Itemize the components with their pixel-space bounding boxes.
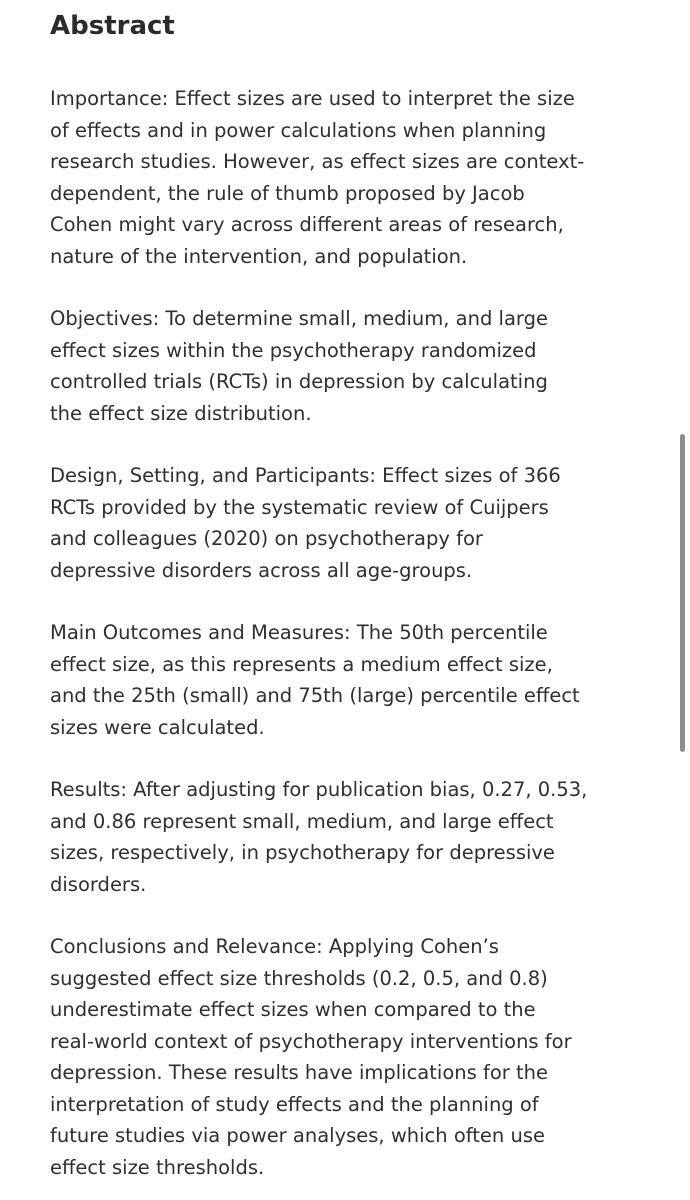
- importance-paragraph: [50, 83, 650, 272]
- text-line: disorders.: [50, 872, 147, 896]
- text-line: Importance: Effect sizes are used to interpret the size: [50, 87, 575, 110]
- text-line: Main Outcomes and Measures: The 50th percentile: [50, 621, 548, 644]
- objectives-paragraph: [50, 303, 650, 429]
- design-paragraph: [50, 460, 650, 586]
- text-line: underestimate effect sizes when compared to the: [50, 998, 536, 1021]
- text-line: controlled trials (RCTs) in depression by calculating: [50, 370, 548, 393]
- abstract-heading: Abstract: [50, 11, 175, 41]
- text-line: and 0.86 represent small, medium, and large effect: [50, 809, 554, 833]
- text-line: Conclusions and Relevance: Applying Cohen’s: [50, 935, 499, 958]
- text-line: depression. These results have implications for the: [50, 1061, 548, 1084]
- scrollbar-thumb[interactable]: [680, 434, 685, 752]
- text-line: and colleagues (2020) on psychotherapy for: [50, 527, 483, 550]
- text-line: and the 25th (small) and 75th (large) percentile effect: [50, 684, 580, 707]
- text-line: effect size thresholds.: [50, 1155, 265, 1179]
- text-line: Cohen might vary across different areas of research,: [50, 213, 564, 236]
- text-line: research studies. However, as effect sizes are context-: [50, 150, 585, 173]
- text-line: real-world context of psychotherapy interventions for: [50, 1029, 572, 1053]
- text-line: dependent, the rule of thumb proposed by Jacob: [50, 181, 525, 205]
- text-line: effect size, as this represents a medium effect size,: [50, 652, 553, 676]
- outcomes-paragraph: [50, 617, 650, 743]
- text-line: Design, Setting, and Participants: Effect sizes of 366: [50, 464, 561, 487]
- text-line: of effects and in power calculations when planning: [50, 118, 547, 142]
- text-line: suggested effect size thresholds (0.2, 0.5, and 0.8): [50, 966, 548, 990]
- text-line: Objectives: To determine small, medium, and large: [50, 307, 548, 330]
- text-line: future studies via power analyses, which often use: [50, 1124, 546, 1147]
- text-line: depressive disorders across all age-groups.: [50, 558, 473, 582]
- conclusions-paragraph: [50, 931, 650, 1183]
- text-line: the effect size distribution.: [50, 401, 312, 425]
- abstract-content: [50, 83, 650, 1200]
- text-line: sizes were calculated.: [50, 715, 265, 739]
- text-line: effect sizes within the psychotherapy randomized: [50, 338, 537, 362]
- text-line: Results: After adjusting for publication bias, 0.27, 0.53,: [50, 778, 588, 801]
- text-line: interpretation of study effects and the planning of: [50, 1092, 539, 1116]
- results-paragraph: [50, 774, 650, 900]
- text-line: nature of the intervention, and population.: [50, 244, 468, 268]
- text-line: RCTs provided by the systematic review of Cuijpers: [50, 495, 549, 519]
- text-line: sizes, respectively, in psychotherapy for depressive: [50, 841, 555, 864]
